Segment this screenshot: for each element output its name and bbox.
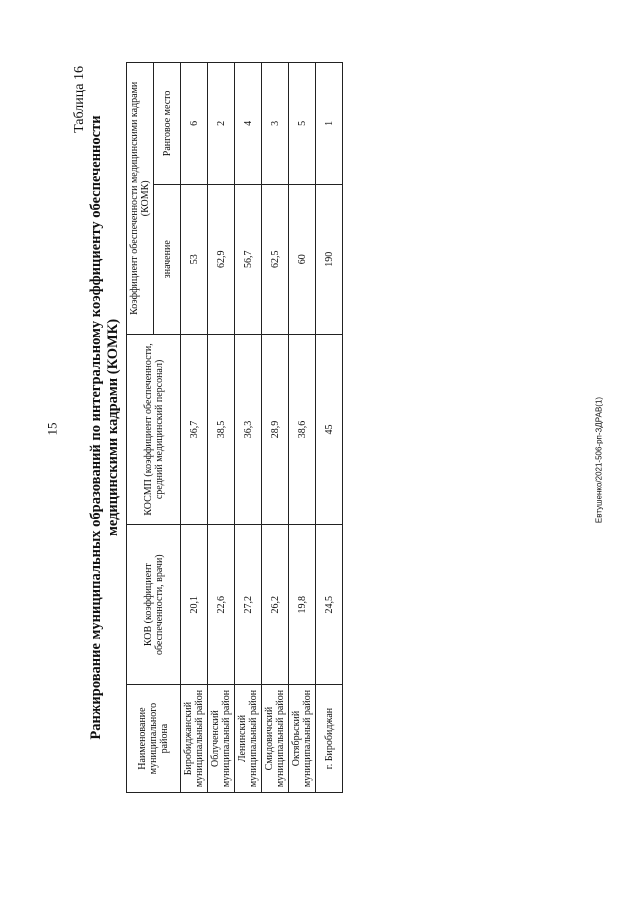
table-section: [71, 60, 371, 795]
row-kov: 26,2: [262, 525, 289, 685]
header-komk: Коэффициент обеспеченности медицинскими кадрами (КОМК): [127, 63, 154, 335]
header-kov: КОВ (коэффициент обеспеченности, врачи): [127, 525, 181, 685]
page-number: 15: [44, 422, 60, 436]
row-kosmp: 28,9: [262, 334, 289, 525]
row-komk: 62,9: [208, 184, 235, 334]
row-kov: 19,8: [289, 525, 316, 685]
rotated-page-content: [71, 60, 371, 795]
row-name: Облученский муниципальный район: [208, 685, 235, 793]
row-komk: 56,7: [235, 184, 262, 334]
row-rank: 3: [262, 63, 289, 185]
row-komk: 62,5: [262, 184, 289, 334]
row-kov: 20,1: [181, 525, 208, 685]
row-kosmp: 38,6: [289, 334, 316, 525]
table-row: [289, 63, 316, 793]
row-kov: 24,5: [316, 525, 343, 685]
row-name: Ленинский муниципальный район: [235, 685, 262, 793]
row-komk: 190: [316, 184, 343, 334]
row-kosmp: 45: [316, 334, 343, 525]
row-name: Смидовичский муниципальный район: [262, 685, 289, 793]
header-rank: Ранговое место: [154, 63, 181, 185]
document-code: [592, 80, 606, 840]
row-rank: 4: [235, 63, 262, 185]
row-rank: 5: [289, 63, 316, 185]
row-name: Биробиджанский муниципальный район: [181, 685, 208, 793]
table-row: [316, 63, 343, 793]
header-name: Наименование муниципального района: [127, 685, 181, 793]
table-title: Ранжирование муниципальных образований по интегральному коэффициенту обеспеченности медицинскими кадрами (КОМК): [88, 115, 121, 740]
table-row: [262, 63, 289, 793]
header-value: значение: [154, 184, 181, 334]
row-rank: 6: [181, 63, 208, 185]
document-code-text: Евтушенко/2021-506-рп-ЗДРАВ(1): [594, 396, 604, 524]
table-row: [208, 63, 235, 793]
table-label: Таблица 16: [72, 66, 87, 133]
row-kosmp: 36,7: [181, 334, 208, 525]
header-row: [127, 63, 154, 793]
table-row: [181, 63, 208, 793]
row-kov: 22,6: [208, 525, 235, 685]
ranking-table: [126, 62, 343, 793]
row-rank: 2: [208, 63, 235, 185]
header-kosmp: КОСМП (коэффициент обеспеченности, средний медицинский персонал): [127, 334, 181, 525]
row-name: Октябрьский муниципальный район: [289, 685, 316, 793]
table-row: [235, 63, 262, 793]
row-name: г. Биробиджан: [316, 685, 343, 793]
row-kov: 27,2: [235, 525, 262, 685]
row-rank: 1: [316, 63, 343, 185]
row-komk: 60: [289, 184, 316, 334]
row-kosmp: 38,5: [208, 334, 235, 525]
row-komk: 53: [181, 184, 208, 334]
row-kosmp: 36,3: [235, 334, 262, 525]
